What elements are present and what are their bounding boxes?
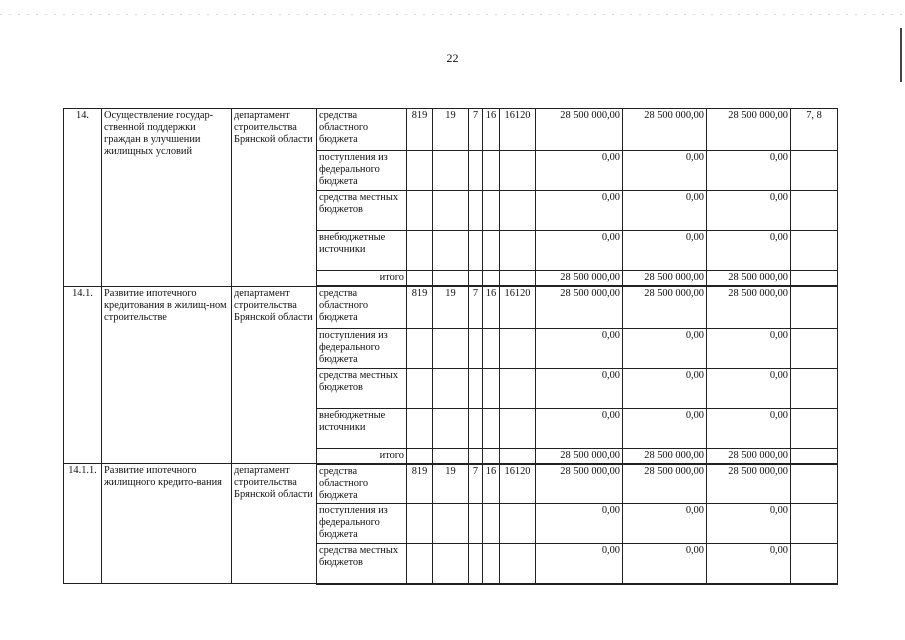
table-body xyxy=(64,109,838,584)
item-name: Осуществление государ-ственной поддержки граждан в улучшении жилищных условий xyxy=(102,109,232,287)
code-target xyxy=(500,448,536,464)
code-department xyxy=(407,231,433,271)
code-program xyxy=(483,231,500,271)
amount-year-2: 0,00 xyxy=(623,328,707,368)
code-department xyxy=(407,271,433,287)
amount-year-3: 0,00 xyxy=(707,328,791,368)
code-target xyxy=(500,271,536,287)
amount-year-1: 0,00 xyxy=(536,191,623,231)
scan-artifact-line xyxy=(0,14,905,15)
amount-year-2: 28 500 000,00 xyxy=(623,464,707,504)
code-program xyxy=(483,151,500,191)
code-section xyxy=(433,544,469,584)
funding-source: средства областного бюджета xyxy=(317,464,407,504)
amount-year-3: 0,00 xyxy=(707,504,791,544)
amount-year-1: 0,00 xyxy=(536,544,623,584)
funding-source: внебюджетные источники xyxy=(317,231,407,271)
amount-year-2: 28 500 000,00 xyxy=(623,271,707,287)
item-name: Развитие ипотечного жилищного кредито-вания xyxy=(102,464,232,584)
code-department xyxy=(407,448,433,464)
code-subsection xyxy=(469,151,483,191)
amount-year-2: 0,00 xyxy=(623,504,707,544)
amount-year-1: 28 500 000,00 xyxy=(536,286,623,328)
indicator-ref xyxy=(791,271,838,287)
code-subsection: 7 xyxy=(469,109,483,151)
amount-year-2: 0,00 xyxy=(623,368,707,408)
code-program xyxy=(483,328,500,368)
code-program xyxy=(483,408,500,448)
code-subsection: 7 xyxy=(469,464,483,504)
code-target xyxy=(500,504,536,544)
code-target xyxy=(500,151,536,191)
amount-year-2: 28 500 000,00 xyxy=(623,286,707,328)
funding-source: поступления из федерального бюджета xyxy=(317,328,407,368)
code-department: 819 xyxy=(407,464,433,504)
amount-year-3: 28 500 000,00 xyxy=(707,448,791,464)
funding-source: средства местных бюджетов xyxy=(317,544,407,584)
indicator-ref xyxy=(791,368,838,408)
amount-year-3: 28 500 000,00 xyxy=(707,464,791,504)
funding-source: поступления из федерального бюджета xyxy=(317,504,407,544)
code-section xyxy=(433,448,469,464)
amount-year-3: 0,00 xyxy=(707,544,791,584)
code-subsection xyxy=(469,504,483,544)
code-target: 16120 xyxy=(500,109,536,151)
code-department xyxy=(407,151,433,191)
amount-year-3: 28 500 000,00 xyxy=(707,286,791,328)
table-row xyxy=(64,286,838,328)
indicator-ref xyxy=(791,544,838,584)
amount-year-1: 0,00 xyxy=(536,368,623,408)
amount-year-1: 28 500 000,00 xyxy=(536,271,623,287)
code-subsection xyxy=(469,408,483,448)
code-subsection xyxy=(469,544,483,584)
indicator-ref xyxy=(791,191,838,231)
code-section xyxy=(433,328,469,368)
code-subsection xyxy=(469,191,483,231)
amount-year-1: 28 500 000,00 xyxy=(536,464,623,504)
funding-source: средства местных бюджетов xyxy=(317,191,407,231)
code-department xyxy=(407,191,433,231)
code-section xyxy=(433,271,469,287)
code-program xyxy=(483,448,500,464)
code-subsection xyxy=(469,231,483,271)
code-section: 19 xyxy=(433,464,469,504)
code-target xyxy=(500,328,536,368)
amount-year-3: 28 500 000,00 xyxy=(707,271,791,287)
amount-year-1: 0,00 xyxy=(536,151,623,191)
page-number: 22 xyxy=(446,51,459,65)
indicator-ref: 7, 8 xyxy=(791,109,838,151)
amount-year-2: 0,00 xyxy=(623,544,707,584)
code-department xyxy=(407,328,433,368)
amount-year-3: 0,00 xyxy=(707,368,791,408)
code-section: 19 xyxy=(433,109,469,151)
code-program: 16 xyxy=(483,109,500,151)
code-subsection xyxy=(469,328,483,368)
amount-year-1: 0,00 xyxy=(536,231,623,271)
code-department xyxy=(407,504,433,544)
amount-year-1: 0,00 xyxy=(536,328,623,368)
executor-name: департамент строительства Брянской области xyxy=(232,286,317,464)
code-subsection xyxy=(469,368,483,408)
row-number: 14.1.1. xyxy=(64,464,102,584)
code-department: 819 xyxy=(407,109,433,151)
code-program xyxy=(483,504,500,544)
indicator-ref xyxy=(791,408,838,448)
amount-year-3: 0,00 xyxy=(707,408,791,448)
funding-source: итого xyxy=(317,271,407,287)
code-section xyxy=(433,191,469,231)
amount-year-3: 0,00 xyxy=(707,231,791,271)
code-target xyxy=(500,191,536,231)
indicator-ref xyxy=(791,504,838,544)
funding-source: средства областного бюджета xyxy=(317,286,407,328)
code-section xyxy=(433,504,469,544)
amount-year-3: 0,00 xyxy=(707,191,791,231)
amount-year-2: 0,00 xyxy=(623,408,707,448)
code-target xyxy=(500,408,536,448)
code-section xyxy=(433,231,469,271)
amount-year-3: 0,00 xyxy=(707,151,791,191)
funding-source: внебюджетные источники xyxy=(317,408,407,448)
amount-year-1: 28 500 000,00 xyxy=(536,109,623,151)
amount-year-1: 0,00 xyxy=(536,504,623,544)
indicator-ref xyxy=(791,151,838,191)
executor-name: департамент строительства Брянской области xyxy=(232,109,317,287)
row-number: 14.1. xyxy=(64,286,102,464)
code-target xyxy=(500,368,536,408)
code-department: 819 xyxy=(407,286,433,328)
code-section xyxy=(433,368,469,408)
item-name: Развитие ипотечного кредитования в жилищ-ном строительстве xyxy=(102,286,232,464)
funding-source: поступления из федерального бюджета xyxy=(317,151,407,191)
amount-year-2: 28 500 000,00 xyxy=(623,448,707,464)
code-department xyxy=(407,368,433,408)
code-target xyxy=(500,544,536,584)
code-program: 16 xyxy=(483,286,500,328)
funding-source: средства областного бюджета xyxy=(317,109,407,151)
code-program: 16 xyxy=(483,464,500,504)
code-section xyxy=(433,408,469,448)
code-program xyxy=(483,544,500,584)
code-program xyxy=(483,191,500,231)
amount-year-2: 0,00 xyxy=(623,231,707,271)
code-department xyxy=(407,544,433,584)
code-section xyxy=(433,151,469,191)
amount-year-2: 28 500 000,00 xyxy=(623,109,707,151)
indicator-ref xyxy=(791,464,838,504)
code-section: 19 xyxy=(433,286,469,328)
code-program xyxy=(483,271,500,287)
amount-year-2: 0,00 xyxy=(623,191,707,231)
indicator-ref xyxy=(791,231,838,271)
indicator-ref xyxy=(791,328,838,368)
code-subsection xyxy=(469,271,483,287)
amount-year-1: 0,00 xyxy=(536,408,623,448)
funding-source: итого xyxy=(317,448,407,464)
code-department xyxy=(407,408,433,448)
code-subsection xyxy=(469,448,483,464)
code-target: 16120 xyxy=(500,286,536,328)
table-row xyxy=(64,464,838,504)
amount-year-1: 28 500 000,00 xyxy=(536,448,623,464)
executor-name: департамент строительства Брянской области xyxy=(232,464,317,584)
indicator-ref xyxy=(791,448,838,464)
row-number: 14. xyxy=(64,109,102,287)
amount-year-2: 0,00 xyxy=(623,151,707,191)
indicator-ref xyxy=(791,286,838,328)
code-program xyxy=(483,368,500,408)
code-target: 16120 xyxy=(500,464,536,504)
table-row xyxy=(64,109,838,151)
funding-source: средства местных бюджетов xyxy=(317,368,407,408)
budget-table xyxy=(63,108,838,585)
code-subsection: 7 xyxy=(469,286,483,328)
amount-year-3: 28 500 000,00 xyxy=(707,109,791,151)
code-target xyxy=(500,231,536,271)
